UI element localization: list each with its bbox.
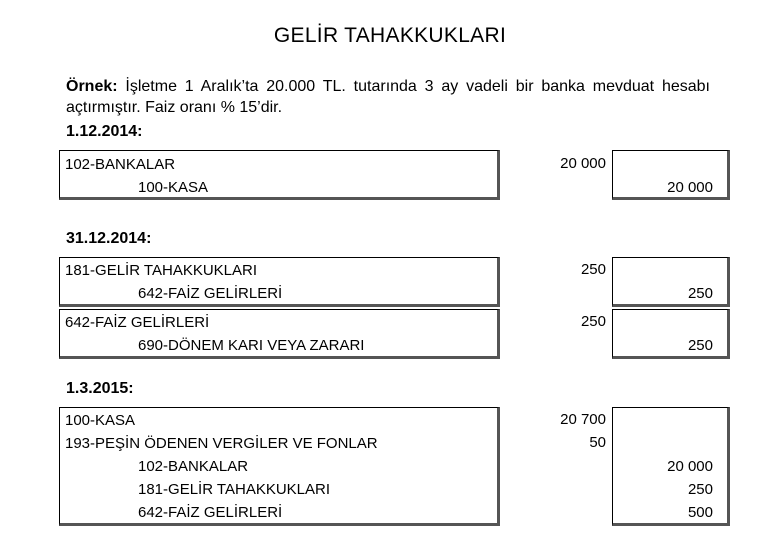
page-title: GELİR TAHAKKUKLARI	[273, 24, 507, 47]
debit-account: 193-PEŞİN ÖDENEN VERGİLER VE FONLAR	[65, 435, 378, 452]
entry-accounts-box	[59, 150, 500, 200]
credit-account: 181-GELİR TAHAKKUKLARI	[138, 481, 331, 498]
credit-amount: 250	[687, 481, 713, 498]
journal-entry-4	[59, 407, 730, 526]
credit-amount: 20 000	[667, 458, 713, 475]
example-label: Örnek:	[66, 78, 118, 95]
entry-accounts-box	[59, 407, 500, 526]
date-1: 1.12.2014:	[66, 123, 143, 140]
credit-account: 100-KASA	[138, 179, 209, 196]
entry-accounts-box	[59, 309, 500, 359]
entry-accounts-box	[59, 257, 500, 307]
credit-column	[612, 257, 730, 307]
debit-column	[500, 150, 612, 200]
debit-account: 642-FAİZ GELİRLERİ	[65, 314, 210, 331]
debit-amount: 20 700	[560, 411, 606, 428]
example-paragraph	[66, 76, 710, 118]
debit-column	[500, 257, 612, 307]
date-2: 31.12.2014:	[66, 230, 152, 247]
credit-column	[612, 150, 730, 200]
debit-amount: 250	[580, 261, 606, 278]
example-text: İşletme 1 Aralık’ta 20.000 TL. tutarında 3 ay vadeli bir banka mevduat hesabı açtırmıştır. Faiz oranı % 15’dir.	[66, 78, 710, 116]
debit-amount: 50	[589, 434, 606, 451]
credit-amount: 250	[687, 337, 713, 354]
journal-entry-1	[59, 150, 730, 200]
debit-account: 100-KASA	[65, 412, 136, 429]
debit-amount: 250	[580, 313, 606, 330]
journal-entry-3	[59, 309, 730, 359]
date-3: 1.3.2015:	[66, 380, 134, 397]
credit-account: 642-FAİZ GELİRLERİ	[138, 285, 283, 302]
debit-column	[500, 309, 612, 359]
credit-account: 690-DÖNEM KARI VEYA ZARARI	[138, 337, 365, 354]
journal-entry-2	[59, 257, 730, 307]
credit-amount: 20 000	[667, 179, 713, 196]
debit-account: 102-BANKALAR	[65, 156, 176, 173]
credit-amount: 500	[687, 504, 713, 521]
credit-column	[612, 407, 730, 526]
credit-account: 102-BANKALAR	[138, 458, 249, 475]
credit-column	[612, 309, 730, 359]
debit-account: 181-GELİR TAHAKKUKLARI	[65, 262, 258, 279]
credit-amount: 250	[687, 285, 713, 302]
credit-account: 642-FAİZ GELİRLERİ	[138, 504, 283, 521]
debit-column	[500, 407, 612, 526]
debit-amount: 20 000	[560, 155, 606, 172]
